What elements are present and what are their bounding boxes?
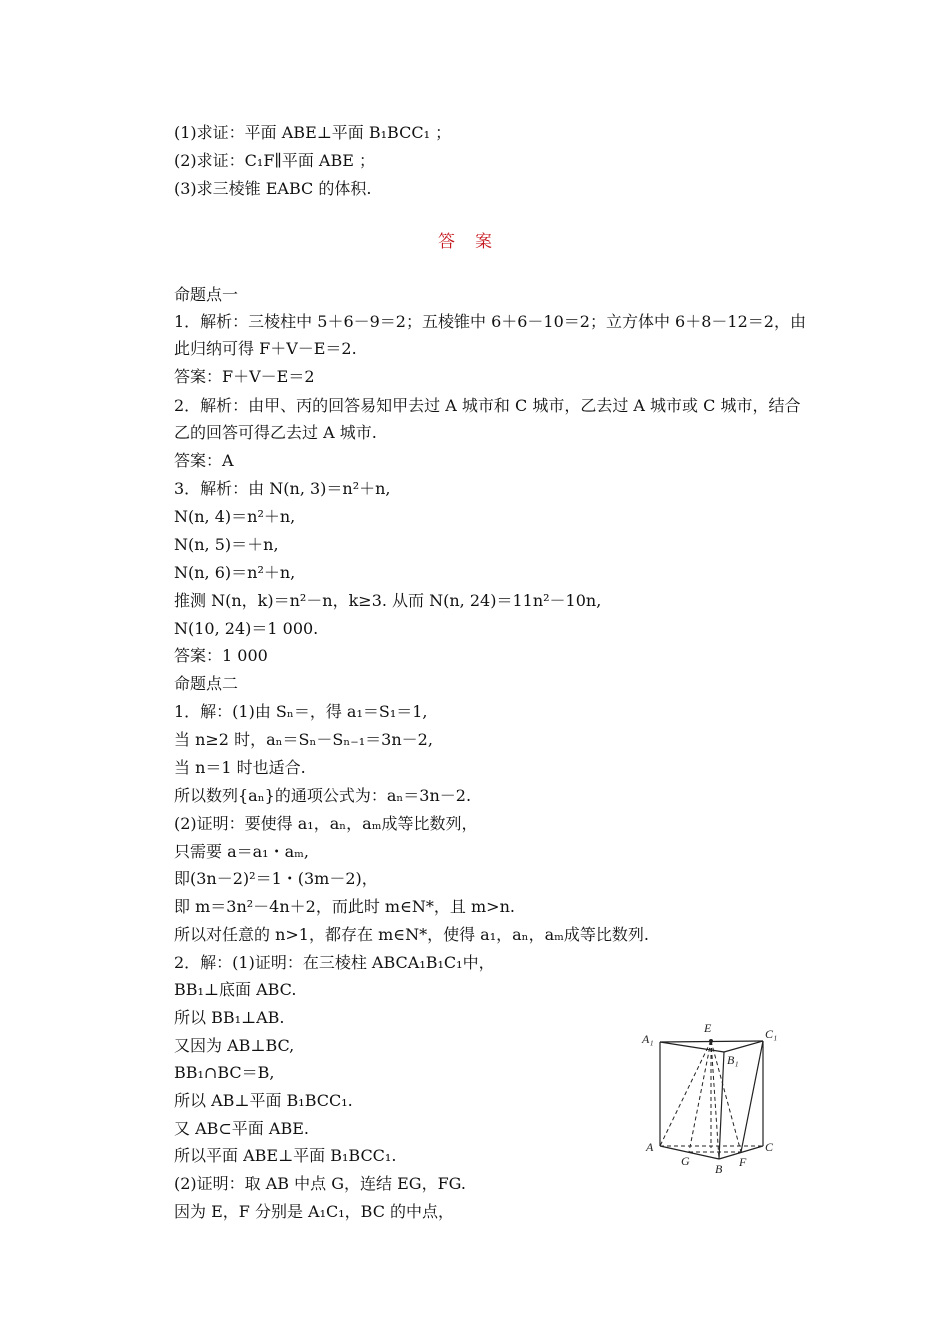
answer-line: 答案：1 000 (174, 646, 268, 665)
answer-line: N(n, 5)＝＋n, (174, 535, 279, 554)
answer-line: 所以 AB⊥平面 B₁BCC₁. (174, 1091, 353, 1110)
answer-line: 2．解：(1)证明：在三棱柱 ABCA₁B₁C₁中， (174, 953, 495, 972)
label-B: B (715, 1162, 723, 1176)
answer-line: 即(3n－2)²＝1・(3m－2)， (174, 869, 378, 888)
label-C: C (765, 1140, 774, 1154)
answer-line: 所以对任意的 n>1，都存在 m∈N*，使得 a₁，aₙ，aₘ成等比数列. (174, 925, 650, 944)
label-G: G (681, 1154, 690, 1168)
answer-line: BB₁⊥底面 ABC. (174, 980, 297, 999)
answer-line: 又 AB⊂平面 ABE. (174, 1119, 309, 1138)
answer-line: N(n, 4)＝n²＋n, (174, 507, 296, 526)
answer-title: 答案 (438, 232, 512, 252)
answer-line: N(n, 6)＝n²＋n, (174, 563, 296, 582)
label-A: A (646, 1140, 654, 1154)
answer-line: N(10, 24)＝1 000. (174, 619, 319, 638)
section-heading-2: 命题点二 (174, 674, 239, 693)
answer-line: 推测 N(n，k)＝n²－n，k≥3. 从而 N(n, 24)＝11n²－10n, (174, 591, 602, 610)
answer-line: 3．解析：由 N(n, 3)＝n²＋n, (174, 479, 391, 498)
answer-line: 1．解析：三棱柱中 5＋6－9＝2；五棱锥中 6＋6－10＝2；立方体中 6＋8－12＝2，由 (174, 312, 806, 331)
answer-line: 所以平面 ABE⊥平面 B₁BCC₁. (174, 1146, 397, 1165)
label-E: E (704, 1021, 712, 1035)
answer-line: (2)证明：取 AB 中点 G，连结 EG，FG. (174, 1174, 466, 1193)
answer-line: 此归纳可得 F＋V－E＝2. (174, 339, 357, 358)
label-B1: B₁ (727, 1053, 739, 1067)
answer-line: 答案：A (174, 451, 234, 470)
answer-line: 只需要 a＝a₁・aₘ, (174, 842, 310, 861)
answer-line: BB₁∩BC＝B, (174, 1063, 275, 1082)
answer-line: (2)证明：要使得 a₁，aₙ，aₘ成等比数列， (174, 814, 478, 833)
question-3: (3)求三棱锥 EABC 的体积. (174, 179, 372, 198)
answer-line: 答案：F＋V－E＝2 (174, 367, 315, 386)
label-F: F (739, 1155, 747, 1169)
answer-line: 因为 E，F 分别是 A₁C₁，BC 的中点， (174, 1202, 455, 1221)
answer-line: 所以 BB₁⊥AB. (174, 1008, 285, 1027)
section-heading-1: 命题点一 (174, 285, 239, 304)
answer-line: 又因为 AB⊥BC, (174, 1036, 295, 1055)
label-A1: A₁ (642, 1032, 654, 1046)
answer-line: 2．解析：由甲、丙的回答易知甲去过 A 城市和 C 城市，乙去过 A 城市或 C 城市，结合 (174, 396, 801, 415)
answer-line: 所以数列{aₙ}的通项公式为：aₙ＝3n－2. (174, 786, 472, 805)
label-C1: C₁ (765, 1027, 778, 1041)
question-1: (1)求证：平面 ABE⊥平面 B₁BCC₁ ； (174, 123, 452, 142)
answer-line: 当 n＝1 时也适合. (174, 758, 306, 777)
answer-line: 1．解：(1)由 Sₙ＝，得 a₁＝S₁＝1, (174, 702, 428, 721)
prism-figure (636, 1018, 786, 1178)
answer-line: 乙的回答可得乙去过 A 城市. (174, 423, 377, 442)
answer-line: 即 m＝3n²－4n＋2，而此时 m∈N*，且 m>n. (174, 897, 515, 916)
question-2: (2)求证：C₁F∥平面 ABE ； (174, 151, 375, 170)
answer-line: 当 n≥2 时，aₙ＝Sₙ－Sₙ₋₁＝3n－2, (174, 730, 433, 749)
